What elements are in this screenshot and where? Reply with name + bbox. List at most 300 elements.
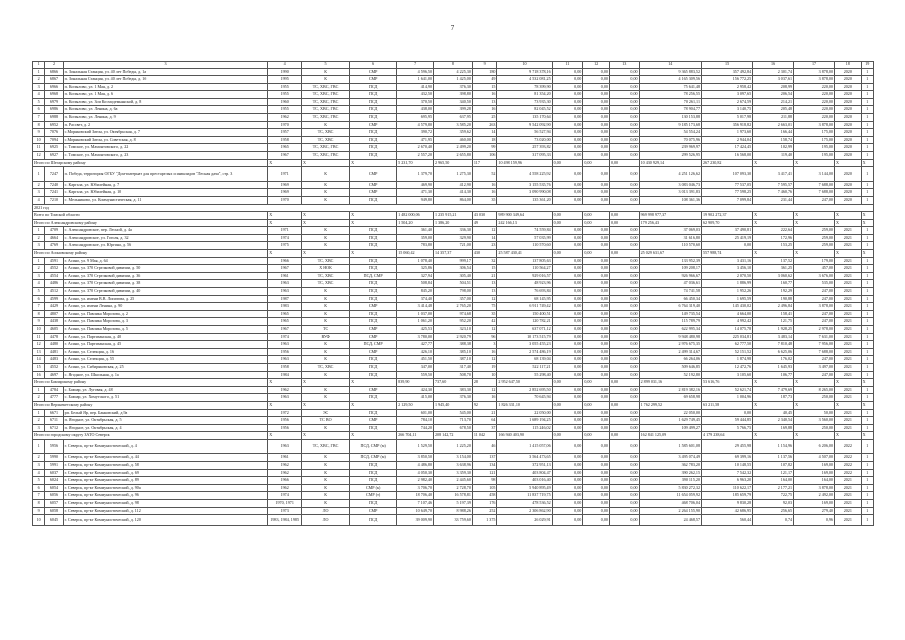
table-cell: 4438 bbox=[45, 318, 63, 326]
table-cell: ПСД bbox=[350, 83, 397, 91]
table-cell: 6968 bbox=[45, 91, 63, 99]
table-cell: 522 117,21 bbox=[497, 363, 552, 371]
table-cell: СМР bbox=[350, 348, 397, 356]
table-cell: 16 bbox=[33, 371, 45, 379]
table-cell: ТС, ХВС, ГВС bbox=[302, 144, 350, 152]
table-cell: 137,52 bbox=[753, 257, 794, 265]
table-cell: 6045 bbox=[45, 515, 63, 526]
table-cell: 3 097,65 bbox=[702, 91, 753, 99]
table-cell: СМР (т) bbox=[350, 492, 397, 500]
table-cell: 0,00 bbox=[609, 454, 639, 462]
table-row bbox=[33, 303, 874, 311]
table-cell: 3 154,00 bbox=[434, 454, 473, 462]
table-cell: 1 bbox=[33, 257, 45, 265]
document-table-container bbox=[32, 61, 874, 526]
table-cell: 6057 bbox=[45, 499, 63, 507]
address-cell: г. Северск, пр-кт Коммунистический, д. 96 bbox=[63, 492, 268, 500]
table-cell: 1 bbox=[861, 189, 873, 197]
table-cell: 0,00 bbox=[609, 227, 639, 235]
table-cell: 305,40 bbox=[434, 272, 473, 280]
table-cell: 59 444,85 bbox=[702, 417, 753, 425]
table-cell: 1990 bbox=[268, 68, 302, 76]
table-cell: 75 641,48 bbox=[639, 83, 701, 91]
address-cell: г. Асино, ул. 370 Стрелковой дивизии, д. 40 bbox=[63, 288, 268, 296]
table-cell: К bbox=[302, 318, 350, 326]
subtotal-label: Всего по Томской области bbox=[33, 212, 268, 220]
table-cell: 1 bbox=[861, 129, 873, 137]
table-cell: К bbox=[302, 189, 350, 197]
table-cell: 4 bbox=[33, 196, 45, 204]
table-cell: 4 225,30 bbox=[434, 68, 473, 76]
table-cell: 784,10 bbox=[397, 417, 434, 425]
table-cell: 110 564,27 bbox=[497, 265, 552, 273]
address-cell: с. Александровское, пер. Лесной, д. 4а bbox=[63, 227, 268, 235]
table-cell: 7 688,00 bbox=[794, 181, 835, 189]
table-cell: К bbox=[302, 121, 350, 129]
table-cell: 2022 bbox=[834, 469, 861, 477]
table-cell: 0,00 bbox=[583, 144, 610, 152]
table-cell: ПСД bbox=[350, 98, 397, 106]
table-cell: 92,03 bbox=[753, 499, 794, 507]
table-cell: 2 958,42 bbox=[702, 83, 753, 91]
table-cell: 2021 bbox=[834, 227, 861, 235]
subtotal-cell: 1 504,20 bbox=[397, 219, 434, 227]
table-cell: 0,00 bbox=[583, 121, 610, 129]
table-cell: 0,00 bbox=[609, 371, 639, 379]
table-cell: 5956 bbox=[45, 439, 63, 454]
subtotal-cell: Х bbox=[350, 219, 397, 227]
subtotal-cell: 4 179 238,64 bbox=[702, 432, 753, 440]
table-cell: 108 361,36 bbox=[639, 196, 701, 204]
table-cell: К bbox=[302, 454, 350, 462]
table-cell: 2021 bbox=[834, 288, 861, 296]
table-cell: 744,20 bbox=[397, 424, 434, 432]
table-cell: 0,00 bbox=[609, 76, 639, 84]
table-cell: ТС, ХВС, ГВС bbox=[302, 439, 350, 454]
subtotal-cell: 0,00 bbox=[552, 432, 583, 440]
subtotal-cell: Х bbox=[861, 250, 873, 258]
table-cell: 4554 bbox=[45, 272, 63, 280]
table-cell: ЛО bbox=[302, 507, 350, 515]
table-cell: 1 695,59 bbox=[702, 295, 753, 303]
table-cell: 2 070,50 bbox=[702, 272, 753, 280]
table-cell: 2021 bbox=[834, 409, 861, 417]
table-cell: 1 973,60 bbox=[702, 129, 753, 137]
table-cell: 6 bbox=[33, 106, 45, 114]
table-cell: 1961 bbox=[268, 454, 302, 462]
table-cell: 0,00 bbox=[552, 318, 583, 326]
table-cell: СМР bbox=[350, 76, 397, 84]
table-cell: 1 bbox=[861, 439, 873, 454]
table-cell: 0,00 bbox=[583, 363, 610, 371]
table-cell: 7 542,32 bbox=[702, 469, 753, 477]
table-cell: 12 bbox=[33, 341, 45, 349]
table-cell: 4591 bbox=[45, 257, 63, 265]
table-cell: 7210 bbox=[45, 196, 63, 204]
table-cell: 2 765,20 bbox=[434, 303, 473, 311]
subtotal-cell: Х bbox=[834, 250, 861, 258]
table-cell: ПСД bbox=[350, 196, 397, 204]
table-cell: 783,80 bbox=[397, 242, 434, 250]
table-cell: 1 bbox=[861, 341, 873, 349]
table-cell: 1970 bbox=[268, 196, 302, 204]
table-cell: ПСД bbox=[350, 499, 397, 507]
table-row bbox=[33, 257, 874, 265]
table-cell: 37 490,81 bbox=[702, 227, 753, 235]
table-cell: 135 170,64 bbox=[497, 114, 552, 122]
table-cell: 4552 bbox=[45, 265, 63, 273]
table-cell: 7 956,00 bbox=[794, 341, 835, 349]
table-cell: 2021 bbox=[834, 356, 861, 364]
table-cell: ТС ВО bbox=[302, 417, 350, 425]
address-cell: с. Ягодное, ул. Школьная, д. 1а bbox=[63, 371, 268, 379]
table-cell: 2020 bbox=[834, 167, 861, 182]
table-cell: 0,00 bbox=[552, 417, 583, 425]
table-cell: 399,28 bbox=[434, 106, 473, 114]
table-cell: 39 009,90 bbox=[397, 515, 434, 526]
table-cell: 3 417,41 bbox=[753, 167, 794, 182]
table-cell: 1 004,96 bbox=[702, 394, 753, 402]
table-cell: 0,00 bbox=[609, 386, 639, 394]
table-cell: 172,96 bbox=[753, 234, 794, 242]
address-cell: с. Томское, ул. Мамонтовского, д. 23 bbox=[63, 152, 268, 160]
table-cell: 0,00 bbox=[552, 439, 583, 454]
table-cell: 6867 bbox=[45, 76, 63, 84]
table-cell: К bbox=[302, 469, 350, 477]
table-cell: 457,00 bbox=[794, 265, 835, 273]
subtotal-cell: Х bbox=[350, 159, 397, 167]
table-cell: 1 bbox=[861, 326, 873, 334]
table-row bbox=[33, 462, 874, 470]
table-cell: 359,00 bbox=[397, 234, 434, 242]
table-cell: 0,00 bbox=[583, 484, 610, 492]
table-cell: 0,00 bbox=[552, 189, 583, 197]
table-cell: 2020 bbox=[834, 189, 861, 197]
table-cell: 2 301,74 bbox=[753, 68, 794, 76]
table-cell: 121,17 bbox=[753, 469, 794, 477]
table-cell: 2 bbox=[33, 417, 45, 425]
table-cell: 1 645,93 bbox=[753, 363, 794, 371]
table-cell: 1 bbox=[861, 356, 873, 364]
table-row bbox=[33, 288, 874, 296]
table-cell: 1 bbox=[861, 257, 873, 265]
table-cell: 3 560,00 bbox=[794, 417, 835, 425]
table-cell: 432,50 bbox=[397, 91, 434, 99]
table-cell: 13 bbox=[472, 280, 497, 288]
table-cell: К bbox=[302, 394, 350, 402]
table-cell: 403 804,47 bbox=[497, 469, 552, 477]
subtotal-cell: Х bbox=[350, 379, 397, 387]
table-cell: 16 bbox=[472, 181, 497, 189]
subtotal-cell: Х bbox=[302, 432, 350, 440]
table-cell: 3 144,00 bbox=[794, 167, 835, 182]
table-cell: 1969 bbox=[268, 189, 302, 197]
table-cell: 133 952,39 bbox=[639, 257, 701, 265]
table-cell: 2021 bbox=[834, 333, 861, 341]
table-cell: 220,00 bbox=[794, 114, 835, 122]
table-cell: 2 340,54 bbox=[753, 417, 794, 425]
address-cell: с. Каргала, ул. Юбилейная, д. 7 bbox=[63, 181, 268, 189]
table-cell: ПСД bbox=[350, 515, 397, 526]
table-cell: 164,00 bbox=[753, 477, 794, 485]
table-cell: 2 264 155,90 bbox=[639, 507, 701, 515]
table-cell: 622 995,34 bbox=[639, 326, 701, 334]
table-cell: 6037 bbox=[45, 469, 63, 477]
table-cell: 1958 bbox=[268, 136, 302, 144]
table-cell: 5 197,39 bbox=[434, 499, 473, 507]
table-cell: 2021 bbox=[834, 515, 861, 526]
table-cell: 0,00 bbox=[552, 303, 583, 311]
table-cell: 24 468,57 bbox=[639, 515, 701, 526]
table-cell: СМР (к) bbox=[350, 484, 397, 492]
column-number-cell: 19 bbox=[861, 62, 873, 69]
table-cell: 4807 bbox=[45, 310, 63, 318]
subtotal-cell: 2 965,50 bbox=[434, 159, 473, 167]
table-cell: СМР bbox=[350, 326, 397, 334]
table-cell: 1957 bbox=[268, 129, 302, 137]
table-cell: 10 649,70 bbox=[397, 507, 434, 515]
table-cell: 1 bbox=[861, 492, 873, 500]
table-cell: 23 bbox=[472, 242, 497, 250]
subtotal-cell: Х bbox=[268, 212, 302, 220]
address-cell: п. Копылово, ул. Зои Космодемьянской, д. 8 bbox=[63, 98, 268, 106]
table-cell: 299 526,95 bbox=[639, 152, 701, 160]
table-cell: 0,00 bbox=[552, 114, 583, 122]
table-cell: 2021 bbox=[834, 265, 861, 273]
subtotal-cell: 43 030 bbox=[472, 212, 497, 220]
table-cell: 5990 bbox=[45, 454, 63, 462]
table-cell: 121 bbox=[472, 469, 497, 477]
table-cell: 6866 bbox=[45, 68, 63, 76]
table-cell: 0,00 bbox=[552, 326, 583, 334]
table-cell: 10 bbox=[33, 515, 45, 526]
table-cell: 1983 bbox=[268, 303, 302, 311]
table-cell: 0,00 bbox=[583, 492, 610, 500]
table-cell: 0,00 bbox=[583, 454, 610, 462]
page-number: 7 bbox=[450, 24, 455, 32]
address-cell: п. Рассвет, д. 2 bbox=[63, 121, 268, 129]
table-cell: 1 bbox=[861, 106, 873, 114]
table-cell: 6 764 319,40 bbox=[639, 303, 701, 311]
table-cell: 0,00 bbox=[609, 515, 639, 526]
table-cell: 678,50 bbox=[434, 424, 473, 432]
table-cell: 26 029,91 bbox=[497, 515, 552, 526]
table-cell: 0,00 bbox=[609, 484, 639, 492]
table-cell: 250,00 bbox=[794, 424, 835, 432]
table-cell: СМР bbox=[350, 167, 397, 182]
subtotal-cell: Х bbox=[794, 219, 835, 227]
table-cell: 2 852 695,50 bbox=[497, 386, 552, 394]
table-cell: 0,00 bbox=[552, 196, 583, 204]
table-cell: К bbox=[302, 310, 350, 318]
table-cell: 6711 bbox=[45, 417, 63, 425]
subtotal-cell: 1 482 000,06 bbox=[397, 212, 434, 220]
table-cell: 19 bbox=[472, 363, 497, 371]
table-cell: СМР bbox=[350, 417, 397, 425]
table-cell: К bbox=[302, 341, 350, 349]
subtotal-cell: 117 bbox=[472, 159, 497, 167]
table-cell: 0,00 bbox=[583, 499, 610, 507]
address-cell: г. Асино, ул. Павлика Морозова, д. 3 bbox=[63, 318, 268, 326]
subtotal-cell: Х bbox=[834, 212, 861, 220]
table-cell: 468 706,04 bbox=[639, 499, 701, 507]
table-cell: 12 bbox=[472, 386, 497, 394]
table-cell: 0,00 bbox=[552, 234, 583, 242]
table-cell: К bbox=[302, 288, 350, 296]
subtotal-cell: 430 bbox=[472, 250, 497, 258]
table-cell: 469,90 bbox=[397, 181, 434, 189]
table-cell: 560,44 bbox=[702, 515, 753, 526]
table-cell: 1995 bbox=[268, 76, 302, 84]
column-number-cell: 1 bbox=[33, 62, 45, 69]
table-cell: 73 935,30 bbox=[497, 98, 552, 106]
table-cell: 135 361,20 bbox=[497, 196, 552, 204]
table-cell: 3 bbox=[33, 242, 45, 250]
table-cell: 0,00 bbox=[552, 477, 583, 485]
table-cell: 195,00 bbox=[794, 152, 835, 160]
subtotal-cell: Х bbox=[834, 401, 861, 409]
subtotal-row bbox=[33, 250, 874, 258]
subtotal-cell: Х bbox=[861, 219, 873, 227]
table-cell: 2021 bbox=[834, 499, 861, 507]
table-cell: 32 bbox=[472, 257, 497, 265]
table-cell: ТС, ХВС bbox=[302, 272, 350, 280]
table-cell: 415,00 bbox=[397, 394, 434, 402]
table-cell: 0,00 bbox=[609, 462, 639, 470]
table-cell: 451,50 bbox=[397, 356, 434, 364]
table-cell: ПСД bbox=[350, 295, 397, 303]
table-cell: 2 978,00 bbox=[794, 326, 835, 334]
table-cell: 0,00 bbox=[583, 477, 610, 485]
subtotal-cell: 1 826 331,10 bbox=[497, 401, 552, 409]
address-cell: г. Северск, пр-кт Коммунистический, д. 120 bbox=[63, 515, 268, 526]
table-cell: 0,00 bbox=[609, 68, 639, 76]
column-number-cell: 15 bbox=[702, 62, 753, 69]
table-cell: 438,00 bbox=[397, 106, 434, 114]
table-cell: 0,00 bbox=[583, 424, 610, 432]
subtotal-cell: Х bbox=[794, 159, 835, 167]
table-cell: 0,00 bbox=[609, 409, 639, 417]
table-cell: 0,00 bbox=[552, 515, 583, 526]
table-cell: 81 354,20 bbox=[497, 91, 552, 99]
table-cell: 0,00 bbox=[583, 189, 610, 197]
table-cell: 1 bbox=[861, 98, 873, 106]
table-cell: 7094 bbox=[45, 136, 63, 144]
address-cell: с. Александровское, ул. Гоголя, д. 32 bbox=[63, 234, 268, 242]
table-cell: 0,00 bbox=[552, 462, 583, 470]
table-row bbox=[33, 454, 874, 462]
subtotal-cell: 1 386,20 bbox=[434, 219, 473, 227]
table-cell: 1 bbox=[861, 477, 873, 485]
subtotal-cell: Х bbox=[794, 379, 835, 387]
table-cell: 1955 bbox=[268, 83, 302, 91]
table-cell: 220,00 bbox=[794, 106, 835, 114]
table-cell: 2020 bbox=[834, 121, 861, 129]
table-cell: 4 251 126,62 bbox=[639, 167, 701, 182]
subtotal-label: Итого по Верхнекетскому району bbox=[33, 401, 268, 409]
subtotal-cell: Х bbox=[302, 401, 350, 409]
table-cell: 106 bbox=[472, 152, 497, 160]
table-row bbox=[33, 181, 874, 189]
subtotal-cell: Х bbox=[794, 212, 835, 220]
subtotal-cell: Х bbox=[794, 250, 835, 258]
table-cell: 1 bbox=[861, 417, 873, 425]
subtotal-cell: Х bbox=[302, 250, 350, 258]
table-cell: 1 415 057,06 bbox=[497, 439, 552, 454]
table-cell: 9 718 378,16 bbox=[497, 68, 552, 76]
table-cell: 0,00 bbox=[552, 106, 583, 114]
table-row bbox=[33, 409, 874, 417]
table-cell: 2022 bbox=[834, 439, 861, 454]
table-cell: СМР bbox=[350, 386, 397, 394]
table-cell: 5 bbox=[33, 288, 45, 296]
address-cell: г. Асино, ул. 370 Стрелковой дивизии, д. 50 bbox=[63, 265, 268, 273]
table-cell: 1967 bbox=[268, 265, 302, 273]
table-cell: 1969 bbox=[268, 181, 302, 189]
column-number-cell: 18 bbox=[834, 62, 861, 69]
table-cell: 1963 bbox=[268, 341, 302, 349]
table-cell: 110 570,60 bbox=[497, 242, 552, 250]
table-cell: 535,00 bbox=[794, 280, 835, 288]
table-cell: 15 bbox=[472, 83, 497, 91]
table-cell: 1 bbox=[861, 234, 873, 242]
table-cell: К bbox=[302, 295, 350, 303]
table-cell: 357,00 bbox=[434, 295, 473, 303]
table-row bbox=[33, 76, 874, 84]
table-cell: ПСД bbox=[350, 106, 397, 114]
table-cell: К bbox=[302, 462, 350, 470]
address-cell: п. Зональная Станция, ул. 40 лет Победы, д. 1б bbox=[63, 76, 268, 84]
table-cell: 0,00 bbox=[609, 234, 639, 242]
subtotal-cell: 49 bbox=[472, 219, 497, 227]
table-row bbox=[33, 386, 874, 394]
table-row bbox=[33, 310, 874, 318]
subtotal-cell: 266 704,11 bbox=[397, 432, 434, 440]
table-cell: 0,00 bbox=[552, 469, 583, 477]
table-cell: 22 050,00 bbox=[497, 409, 552, 417]
table-cell: 0,00 bbox=[583, 83, 610, 91]
table-cell: 1 952,26 bbox=[702, 288, 753, 296]
table-cell: 47 036,61 bbox=[639, 280, 701, 288]
subtotal-cell: 166 940 403,90 bbox=[497, 432, 552, 440]
subtotal-cell: 2 899 031,16 bbox=[639, 379, 701, 387]
table-cell: 0,00 bbox=[583, 257, 610, 265]
subtotal-cell: 0,00 bbox=[583, 219, 610, 227]
table-cell: 77 537,05 bbox=[702, 181, 753, 189]
table-cell: 190,88 bbox=[753, 295, 794, 303]
table-cell: 7 107,46 bbox=[397, 499, 434, 507]
table-row bbox=[33, 348, 874, 356]
subtotal-cell: 1 945,40 bbox=[434, 401, 473, 409]
table-cell: 3 bbox=[33, 189, 45, 197]
table-cell: 0,00 bbox=[609, 152, 639, 160]
table-cell: 158,41 bbox=[753, 310, 794, 318]
subtotal-cell: 14 357,37 bbox=[434, 250, 473, 258]
table-cell: 7 bbox=[33, 303, 45, 311]
column-number-cell: 7 bbox=[397, 62, 434, 69]
table-cell: 1 bbox=[33, 68, 45, 76]
table-cell: 134 bbox=[472, 462, 497, 470]
table-cell: 974,68 bbox=[434, 310, 473, 318]
table-cell: 4 486,80 bbox=[397, 462, 434, 470]
table-cell: 327,94 bbox=[397, 272, 434, 280]
table-cell: 1 bbox=[33, 386, 45, 394]
table-cell: 1 bbox=[861, 152, 873, 160]
table-cell: 3 083 046,73 bbox=[639, 181, 701, 189]
table-cell: 1 bbox=[861, 507, 873, 515]
table-cell: 1983, 1984, 1985 bbox=[268, 515, 302, 526]
table-cell: 1 bbox=[861, 348, 873, 356]
